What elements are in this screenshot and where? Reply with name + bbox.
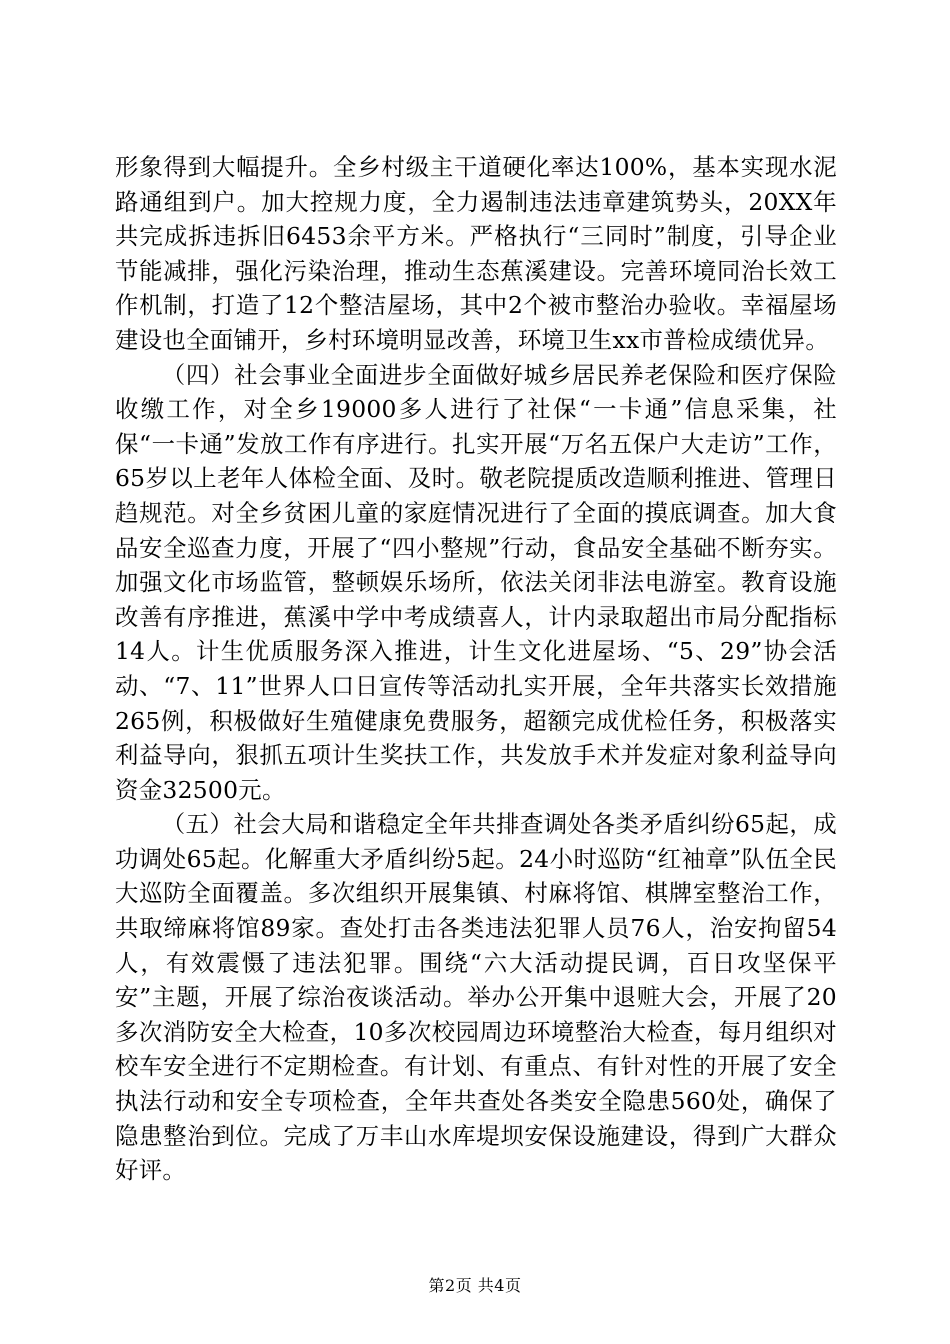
document-body bbox=[115, 150, 837, 1188]
page-number-footer: 第2页 共4页 bbox=[428, 1276, 522, 1295]
paragraph-social-stability: （五）社会大局和谐稳定全年共排查调处各类矛盾纠纷65起，成功调处65起。化解重大矛盾纠纷5起。24小时巡防“红袖章”队伍全民大巡防全面覆盖。多次组织开展集镇、村麻将馆、棋牌室整治工作，共取缔麻将馆89家。查处打击各类违法犯罪人员76人，治安拘留54人，有效震慑了违法犯罪。围绕“六大活动提民调，百日攻坚保平安”主题，开展了综治夜谈活动。举办公开集中退赃大会，开展了20多次消防安全大检查，10多次校园周边环境整治大检查，每月组织对校车安全进行不定期检查。有计划、有重点、有针对性的开展了安全执法行动和安全专项检查，全年共查处各类安全隐患560处，确保了隐患整治到位。完成了万丰山水库堤坝安保设施建设，得到广大群众好评。 bbox=[115, 810, 837, 1185]
paragraph-environment: 形象得到大幅提升。全乡村级主干道硬化率达100%，基本实现水泥路通组到户。加大控规力度，全力遏制违法违章建筑势头，20XX年共完成拆违拆旧6453余平方米。严格执行“三同时”制度，引导企业节能减排，强化污染治理，推动生态蕉溪建设。完善环境同治长效工作机制，打造了12个整洁屋场，其中2个被市整治办验收。幸福屋场建设也全面铺开，乡村环境明显改善，环境卫生xx市普检成绩优异。 bbox=[115, 153, 837, 354]
paragraph-social-affairs: （四）社会事业全面进步全面做好城乡居民养老保险和医疗保险收缴工作，对全乡19000多人进行了社保“一卡通”信息采集，社保“一卡通”发放工作有序进行。扎实开展“万名五保户大走访”工作，65岁以上老年人体检全面、及时。敬老院提质改造顺利推进、管理日趋规范。对全乡贫困儿童的家庭情况进行了全面的摸底调查。加大食品安全巡查力度，开展了“四小整规”行动，食品安全基础不断夯实。加强文化市场监管，整顿娱乐场所，依法关闭非法电游室。教育设施改善有序推进，蕉溪中学中考成绩喜人，计内录取超出市局分配指标14人。计生优质服务深入推进，计生文化进屋场、“5、29”协会活动、“7、11”世界人口日宣传等活动扎实开展，全年共落实长效措施265例，积极做好生殖健康免费服务，超额完成优检任务，积极落实利益导向，狠抓五项计生奖扶工作，共发放手术并发症对象利益导向资金32500元。 bbox=[115, 360, 837, 804]
